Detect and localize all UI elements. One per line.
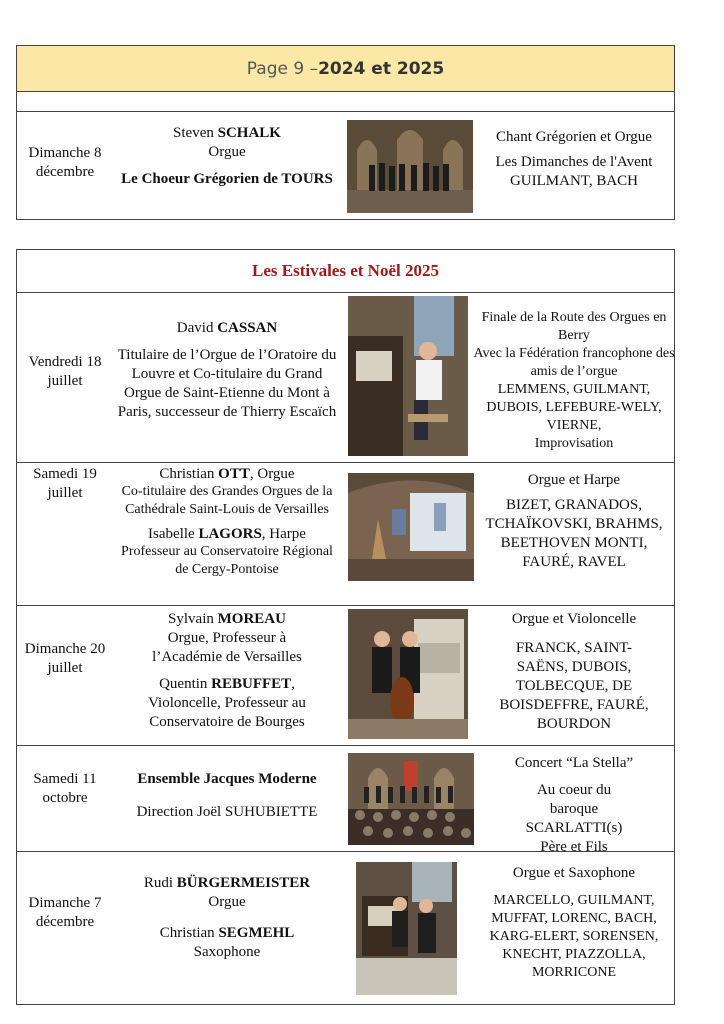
performer-last-name: LAGORS	[198, 526, 262, 542]
performer-last-name: SCHALK	[217, 125, 281, 141]
concert-date: Dimanche 20 juillet	[24, 641, 106, 676]
performer-first-name: Isabelle	[148, 526, 199, 542]
harp-and-screen-photo	[348, 473, 474, 581]
performer-last-name: BÜRGERMEISTER	[176, 875, 311, 891]
section-title: Les Estivales et Noël 2025	[17, 250, 674, 293]
performers	[113, 319, 341, 422]
program-line: FRANCK, SAINT-SAËNS, DUBOIS, TOLBECQUE, DE BOISDEFFRE, FAURÉ, BOURDON	[499, 640, 649, 732]
performer-role: Titulaire de l’Orgue de l’Oratoire du Louvre et Co-titulaire du Grand Orgue de Saint-Etienne du Mont à Paris, successeur de Thierry Escaïch	[117, 347, 337, 420]
concert-date: Vendredi 18 juillet	[28, 354, 102, 389]
concert-row	[17, 606, 674, 746]
program-line: BIZET, GRANADOS, TCHAÏKOVSKI, BRAHMS, BEETHOVEN MONTI, FAURÉ, RAVEL	[485, 497, 663, 570]
program	[471, 754, 677, 857]
performers	[113, 874, 341, 962]
organist-and-saxophonist-photo	[356, 862, 457, 995]
program	[471, 471, 677, 572]
concert-table-2025	[16, 249, 675, 1005]
performer-first-name: Christian	[159, 925, 219, 941]
concert-table-2024	[16, 45, 675, 220]
choir-in-church-photo	[347, 120, 473, 213]
program-line: Les Dimanches de l'Avent	[495, 154, 653, 170]
spacer-row	[17, 92, 674, 112]
program-title: Orgue et Violoncelle	[511, 611, 637, 627]
program-title: Finale de la Route des Orgues en Berry	[481, 310, 667, 343]
performer-punctuation: ,	[291, 676, 295, 692]
performer-first-name: David	[176, 320, 218, 336]
program	[471, 610, 677, 734]
concert-date: Dimanche 7 décembre	[28, 895, 102, 930]
performer-role: Orgue	[208, 144, 246, 160]
program	[471, 864, 677, 982]
page-header	[17, 46, 674, 92]
performer-first-name: Steven	[173, 125, 218, 141]
program-title: Orgue et Harpe	[527, 472, 621, 488]
program-title: Chant Grégorien et Orgue	[496, 129, 652, 145]
program-line: Père et Fils	[540, 839, 608, 855]
performer-role: Orgue	[208, 894, 246, 910]
program-line: Improvisation	[534, 436, 614, 451]
performer-last-name: MOREAU	[217, 611, 286, 627]
performer-role: Professeur au Conservatoire Régional de Cergy-Pontoise	[121, 544, 333, 577]
program	[469, 309, 679, 453]
performer-first-name: Christian	[159, 466, 219, 482]
program-title: Orgue et Saxophone	[512, 865, 636, 881]
program-line: Au coeur du baroque SCARLATTI(s)	[525, 782, 623, 836]
concert-date: Samedi 19 juillet	[33, 466, 97, 501]
organist-and-cellist-photo	[348, 609, 468, 739]
performer-role: Orgue, Professeur à l’Académie de Versailles	[152, 630, 302, 665]
concert-row	[17, 852, 674, 1004]
performer-first-name: Quentin	[159, 676, 212, 692]
performers	[113, 465, 341, 579]
performers	[117, 124, 337, 189]
performer-last-name: SEGMEHL	[218, 925, 295, 941]
program-line: MARCELLO, GUILMANT, MUFFAT, LORENC, BACH, KARG-ELERT, SORENSEN, KNECHT, PIAZZOLLA, MORRICONE	[489, 893, 659, 980]
performer-first-name: Sylvain	[168, 611, 218, 627]
performer-role: Saxophone	[193, 944, 261, 960]
ensemble-concert-photo	[348, 753, 474, 845]
concert-row	[17, 463, 674, 606]
program-line: Avec la Fédération francophone des amis de l’orgue	[473, 346, 675, 379]
performer-instrument: , Orgue	[249, 466, 295, 482]
concert-row	[17, 112, 674, 220]
concert-date: Dimanche 8 décembre	[28, 145, 102, 180]
performer-first-name: Rudi	[143, 875, 177, 891]
ensemble-director: Direction Joël SUHUBIETTE	[136, 804, 318, 820]
concert-date: Samedi 11 octobre	[33, 771, 97, 806]
performer-last-name: REBUFFET	[211, 676, 292, 692]
program-title: Concert “La Stella”	[514, 755, 634, 771]
concert-row	[17, 293, 674, 463]
ensemble-name: Le Choeur Grégorien de TOURS	[121, 171, 333, 187]
program-line: LEMMENS, GUILMANT, DUBOIS, LEFEBURE-WELY, VIERNE,	[486, 382, 662, 433]
performer-instrument: , Harpe	[261, 526, 306, 542]
program-line: GUILMANT, BACH	[509, 173, 639, 189]
page-label: Page 9 –	[246, 58, 319, 79]
concert-row	[17, 746, 674, 855]
performers	[113, 770, 341, 822]
performer-last-name: CASSAN	[217, 320, 278, 336]
performer-last-name: OTT	[218, 466, 250, 482]
performer-role: Co-titulaire des Grandes Orgues de la Cathédrale Saint-Louis de Versailles	[121, 484, 333, 517]
performer-role: Violoncelle, Professeur au Conservatoire de Bourges	[148, 695, 306, 730]
ensemble-name: Ensemble Jacques Moderne	[137, 771, 317, 787]
page-years: 2024 et 2025	[318, 58, 445, 79]
program	[471, 128, 677, 191]
organist-at-console-photo	[348, 296, 468, 456]
performers	[113, 610, 341, 732]
